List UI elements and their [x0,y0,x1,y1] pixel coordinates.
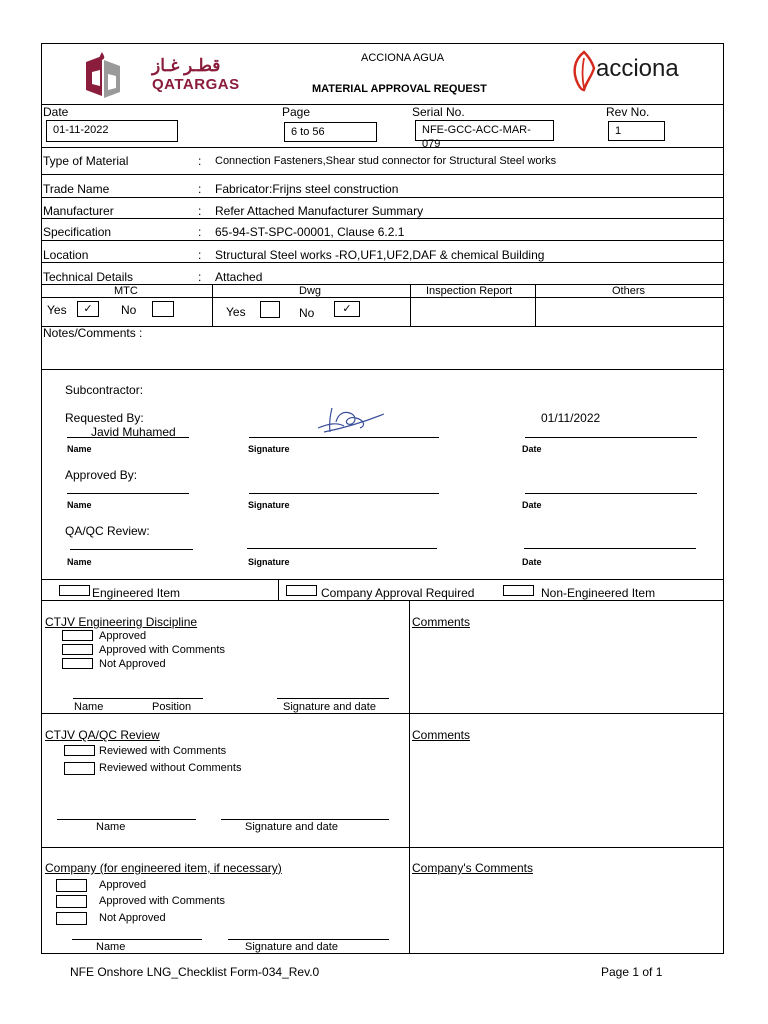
form-title: MATERIAL APPROVAL REQUEST [312,83,487,95]
colon: : [198,204,202,218]
ctjv-qa-comments-label: Comments [412,728,471,742]
dwg-no-label: No [299,306,315,320]
ctjv-qa-name-caption: Name [96,821,126,833]
attach-header-bottom [41,297,724,298]
signature-caption: Signature [248,557,290,567]
dwg-no-checkbox[interactable]: ✓ [334,301,360,317]
ctjv-eng-name-line [73,698,203,699]
attach-col-divider [212,284,213,326]
company-approved-label: Approved [99,879,147,891]
ctjv-qa-without-comments-label: Reviewed without Comments [99,762,242,774]
dwg-yes-label: Yes [226,305,246,319]
requested-name-line [67,437,189,438]
inspection-header: Inspection Report [426,285,513,297]
ctjv-qa-with-comments-label: Reviewed with Comments [99,745,227,757]
location-value: Structural Steel works -RO,UF1,UF2,DAF & chemical Building [215,248,545,262]
attach-col-divider [535,284,536,326]
non-engineered-label: Non-Engineered Item [541,586,656,600]
ctjv-qa-sign-caption: Signature and date [245,821,338,833]
date-caption: Date [522,557,542,567]
company-name-line [72,939,202,940]
dwg-header: Dwg [299,285,322,297]
acciona-logo [568,50,698,94]
approved-by-label: Approved By: [65,468,138,482]
others-header: Others [612,285,646,297]
location-label: Location [43,248,89,262]
footer-form-id: NFE Onshore LNG_Checklist Form-034_Rev.0 [70,965,320,979]
name-caption: Name [67,444,92,454]
requested-date-line [525,437,697,438]
row-divider [41,262,724,263]
type-of-material-label: Type of Material [43,154,129,168]
qa-review-label: QA/QC Review: [65,524,150,538]
mtc-yes-checkbox[interactable]: ✓ [77,301,99,317]
rev-field[interactable]: 1 [608,121,665,141]
acciona-wordmark: acciona [596,55,679,82]
date-field[interactable]: 01-11-2022 [46,120,178,142]
ctjv-eng-position-caption: Position [152,701,192,713]
qa-date-line [524,548,696,549]
approved-date-line [525,493,697,494]
specification-value: 65-94-ST-SPC-00001, Clause 6.2.1 [215,225,405,239]
ctjv-qa-with-comments-checkbox[interactable] [64,745,95,756]
ctjv-qa-name-line [57,819,196,820]
notes-bottom [41,369,724,370]
requested-signature-line [249,437,439,438]
review-column-divider [409,600,410,954]
page-label: Page [282,105,311,119]
qa-name-line [70,549,193,550]
project-name: ACCIONA AGUA [361,52,445,64]
requested-by-label: Requested By: [65,411,144,425]
trade-name-label: Trade Name [43,182,110,196]
manufacturer-label: Manufacturer [43,204,114,218]
ctjv-eng-title: CTJV Engineering Discipline [45,615,198,629]
ctjv-eng-not-approved-label: Not Approved [99,658,166,670]
attach-col-divider [410,284,411,326]
row-divider [41,174,724,175]
requested-date: 01/11/2022 [541,411,601,425]
company-comments-label: Company's Comments [412,861,533,875]
footer-page: Page 1 of 1 [601,965,663,979]
company-approved-comments-label: Approved with Comments [99,895,225,907]
date-caption: Date [522,444,542,454]
ctjv-qa-bottom [41,847,724,848]
colon: : [198,154,202,168]
company-not-approved-label: Not Approved [99,912,166,924]
signature-caption: Signature [248,500,290,510]
technical-details-value: Attached [215,270,263,284]
page-field[interactable]: 6 to 56 [284,122,377,142]
requested-by-name: Javid Muhamed [91,425,176,439]
specification-label: Specification [43,225,112,239]
company-approval-label: Company Approval Required [321,586,475,600]
colon: : [198,270,202,284]
subcontractor-label: Subcontractor: [65,383,144,397]
dwg-yes-checkbox[interactable] [260,301,280,318]
item-type-bottom [41,600,724,601]
company-not-approved-checkbox[interactable] [56,912,87,925]
type-of-material-value: Connection Fasteners,Shear stud connector for Structural Steel works [215,155,557,167]
qatargas-emblem-icon [78,52,128,102]
company-approved-comments-checkbox[interactable] [56,895,87,908]
notes-label: Notes/Comments : [43,326,143,340]
row-divider [41,218,724,219]
approved-name-line [67,493,189,494]
row-divider [41,240,724,241]
date-caption: Date [522,500,542,510]
mtc-no-checkbox[interactable] [152,301,174,317]
ctjv-eng-sign-line [277,698,389,699]
item-type-top [41,579,724,580]
ctjv-eng-approved-comments-label: Approved with Comments [99,644,225,656]
colon: : [198,225,202,239]
acciona-leaf-icon [568,50,598,92]
colon: : [198,248,202,262]
rev-label: Rev No. [606,105,650,119]
ctjv-qa-without-comments-checkbox[interactable] [64,762,95,775]
engineered-item-checkbox[interactable] [59,585,90,596]
company-approval-checkbox[interactable] [286,585,317,596]
ctjv-eng-bottom [41,713,724,714]
mtc-yes-label: Yes [47,303,67,317]
ctjv-eng-approved-checkbox[interactable] [62,630,93,641]
mtc-header: MTC [114,285,138,297]
colon: : [198,182,202,196]
ctjv-eng-not-approved-checkbox[interactable] [62,658,93,669]
ctjv-eng-sign-caption: Signature and date [283,701,376,713]
ctjv-eng-comments-label: Comments [412,615,471,629]
serial-field[interactable]: NFE-GCC-ACC-MAR-079 [415,120,554,141]
date-label: Date [43,105,69,119]
ctjv-qa-title: CTJV QA/QC Review [45,728,160,742]
company-name-caption: Name [96,941,126,953]
signature-caption: Signature [248,444,290,454]
qatargas-logo [78,52,243,102]
qatargas-wordmark: QATARGAS [152,76,240,93]
technical-details-label: Technical Details [43,270,134,284]
attach-bottom [41,326,724,327]
company-approved-checkbox[interactable] [56,879,87,892]
meta-divider [41,147,724,148]
ctjv-eng-name-caption: Name [74,701,104,713]
form-frame [41,43,724,954]
ctjv-eng-approved-label: Approved [99,630,147,642]
signature-icon [314,402,386,436]
name-caption: Name [67,500,92,510]
company-title: Company (for engineered item, if necessary) [45,861,282,875]
ctjv-eng-approved-comments-checkbox[interactable] [62,644,93,655]
row-divider [41,197,724,198]
manufacturer-value: Refer Attached Manufacturer Summary [215,204,424,218]
qa-signature-line [247,548,437,549]
qatargas-arabic: قطـر غـاز [152,56,221,75]
name-caption: Name [67,557,92,567]
non-engineered-checkbox[interactable] [503,585,534,596]
company-sign-caption: Signature and date [245,941,338,953]
item-type-divider [278,579,279,600]
mtc-no-label: No [121,303,137,317]
approved-signature-line [249,493,439,494]
trade-name-value: Fabricator:Frijns steel construction [215,182,399,196]
engineered-item-label: Engineered Item [92,586,181,600]
serial-label: Serial No. [412,105,465,119]
